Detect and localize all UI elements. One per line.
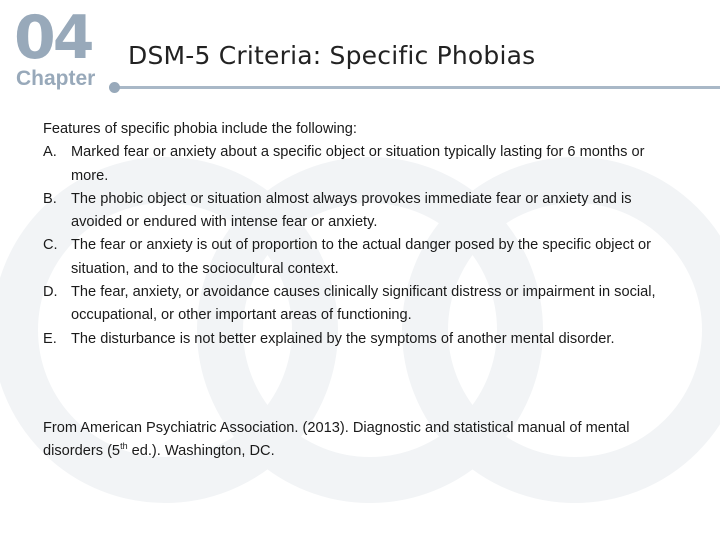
- chapter-label: Chapter: [16, 67, 96, 90]
- criteria-list: [43, 141, 673, 351]
- chapter-badge: [14, 3, 110, 90]
- criterion-text: The phobic object or situation almost always provokes immediate fear or anxiety and is avoided or endured with intense fear or anxiety.: [71, 190, 632, 231]
- citation: [43, 417, 673, 464]
- intro-text: Features of specific phobia include the following:: [43, 121, 357, 137]
- criteria-section: [43, 118, 673, 351]
- criterion-text: The fear, anxiety, or avoidance causes clinically significant distress or impairment in social, occupational, or other important areas of functioning.: [71, 284, 656, 324]
- criterion-letter: D.: [43, 284, 58, 301]
- title-divider-dot: [109, 82, 120, 93]
- criterion-letter: C.: [43, 237, 58, 254]
- criterion-letter: E.: [43, 330, 57, 347]
- citation-text: From American Psychiatric Association. (2013). Diagnostic and statistical manual of mental disorders (5: [43, 420, 630, 460]
- page-title: DSM-5 Criteria: Specific Phobias: [128, 41, 536, 70]
- criterion-item: [43, 188, 673, 235]
- criterion-letter: A.: [43, 144, 57, 161]
- criterion-text: Marked fear or anxiety about a specific object or situation typically lasting for 6 months or more.: [71, 144, 645, 184]
- chapter-number: 04: [14, 3, 92, 73]
- citation-text-end: ed.). Washington, DC.: [127, 443, 275, 460]
- criterion-item: [43, 328, 673, 351]
- criterion-letter: B.: [43, 190, 57, 207]
- criterion-item: [43, 141, 673, 188]
- criterion-item: [43, 234, 673, 281]
- title-divider: [110, 86, 720, 89]
- criterion-item: [43, 281, 673, 328]
- citation-superscript: th: [120, 441, 128, 452]
- criterion-text: The disturbance is not better explained by the symptoms of another mental disorder.: [71, 330, 615, 347]
- criterion-text: The fear or anxiety is out of proportion to the actual danger posed by the specific object or situation, and to the sociocultural context.: [71, 237, 652, 277]
